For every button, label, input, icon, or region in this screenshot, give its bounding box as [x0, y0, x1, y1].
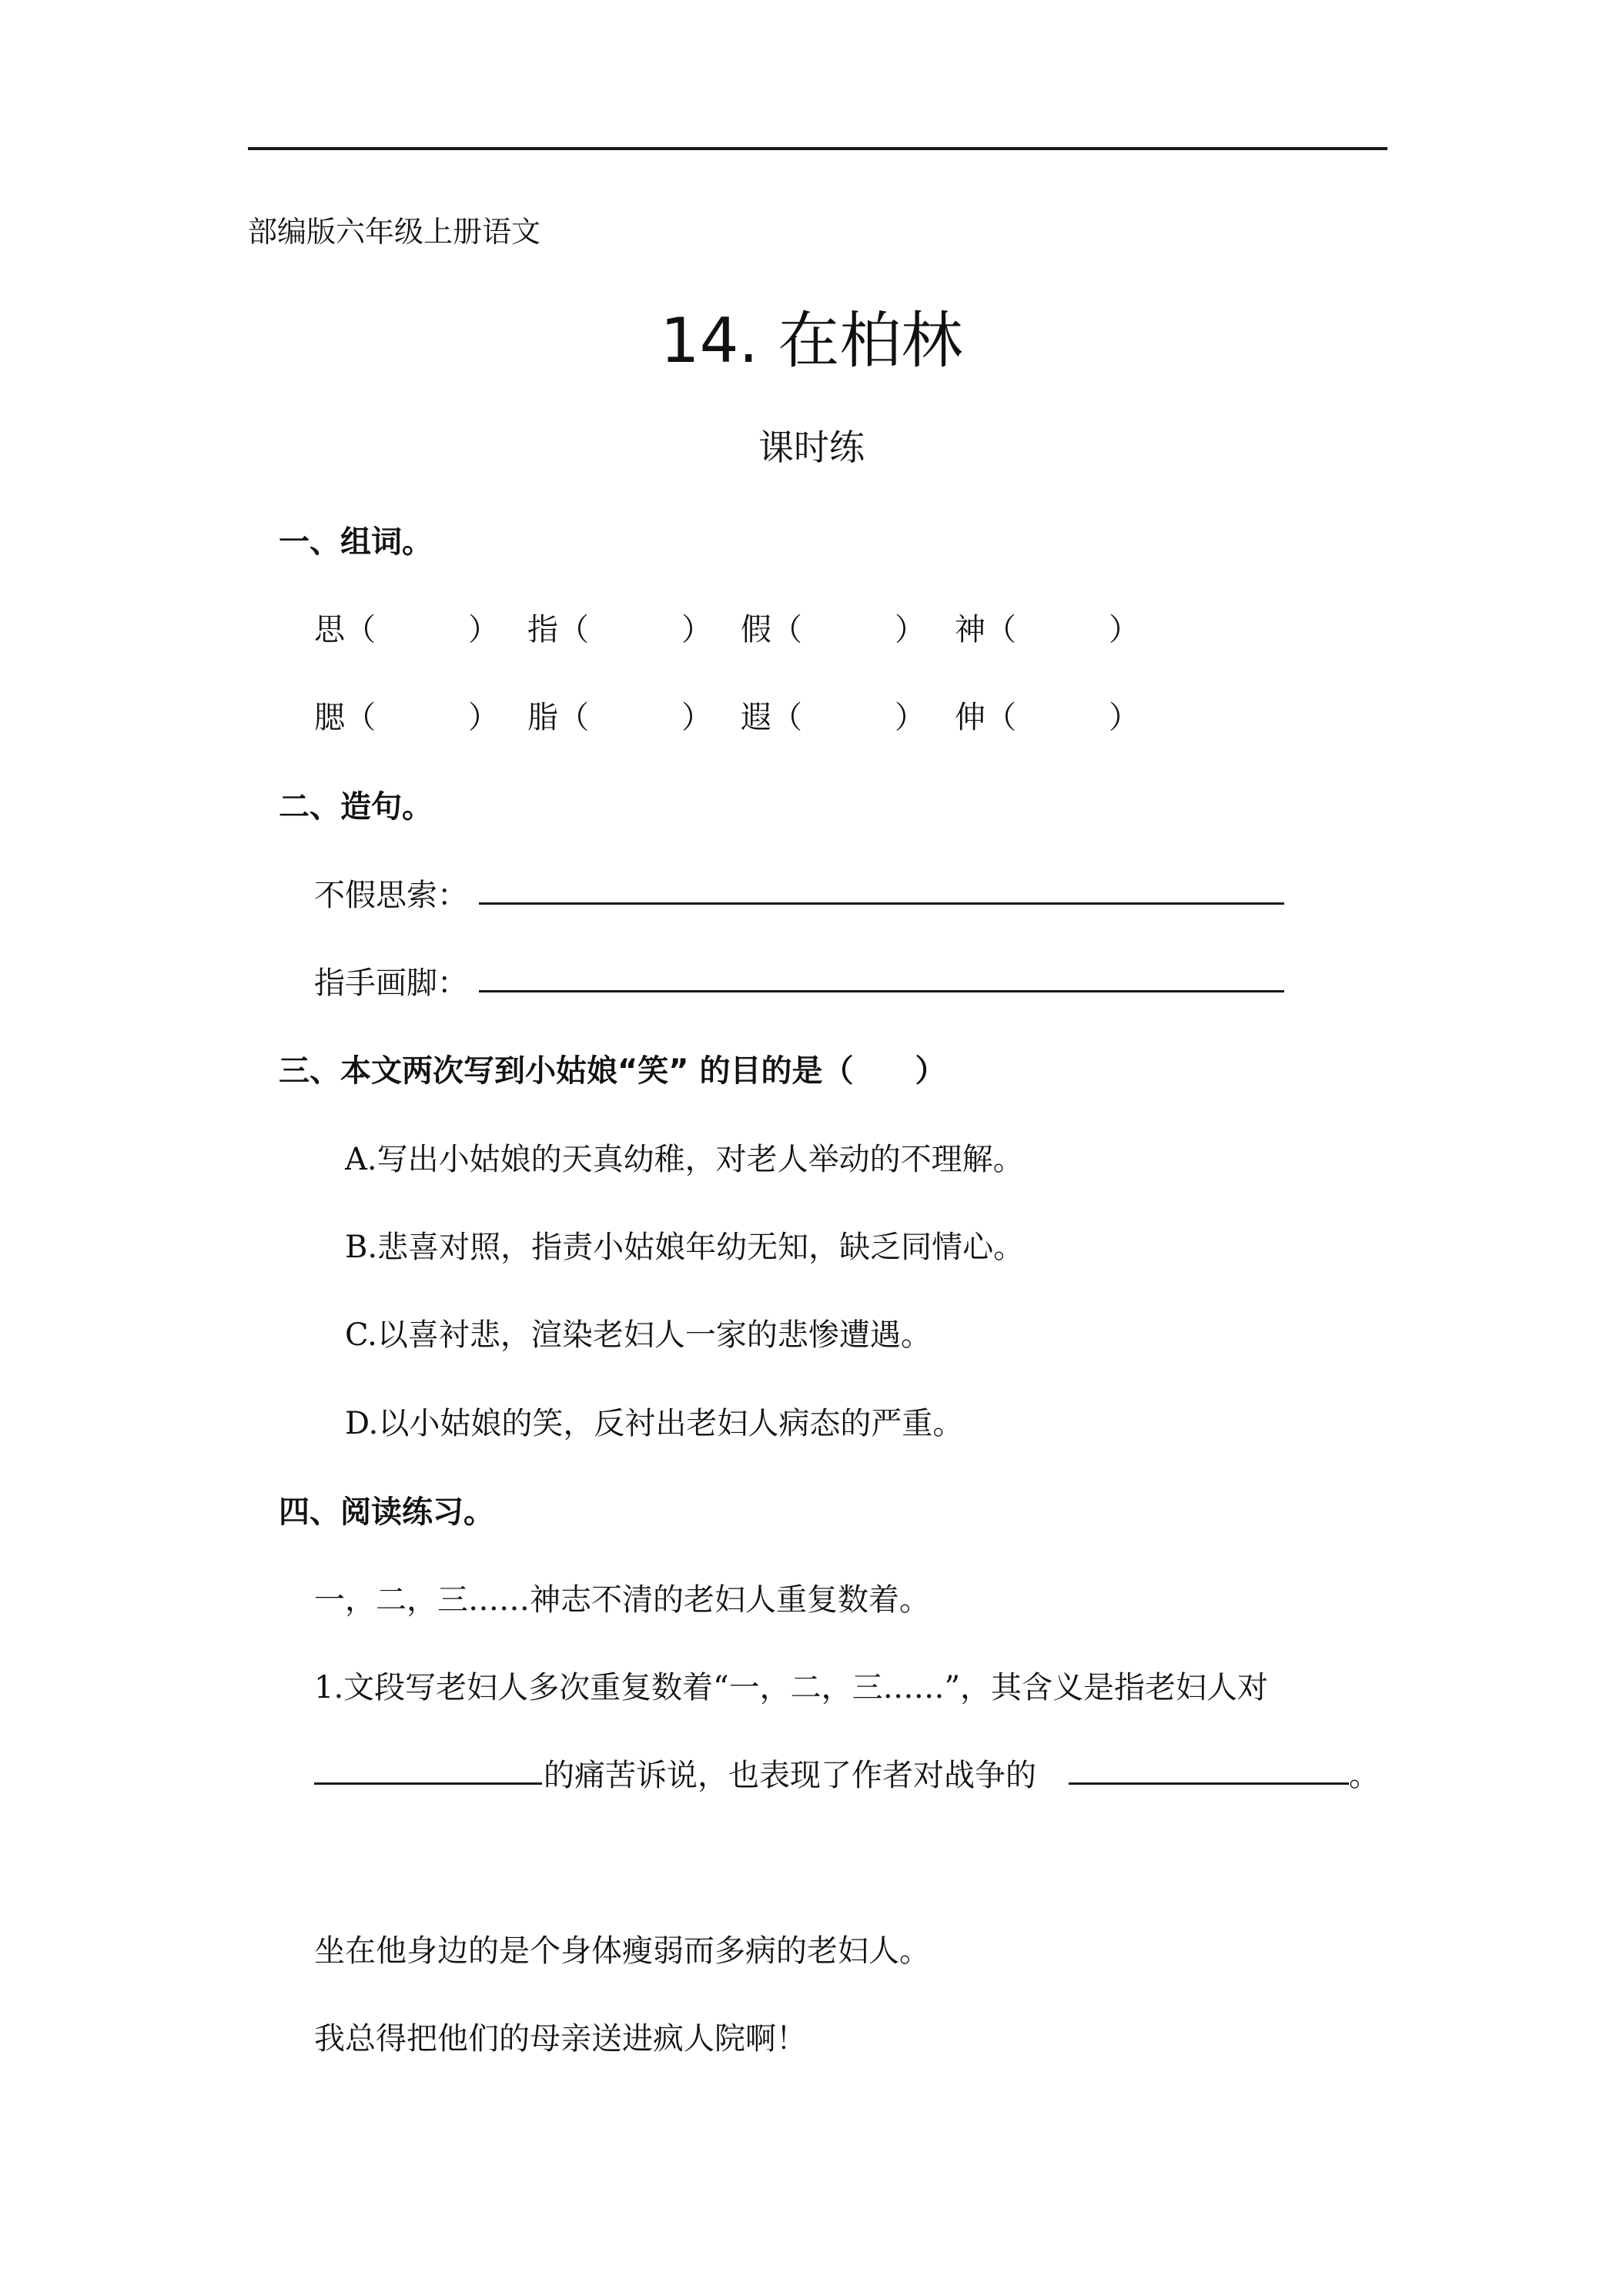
header-text: 部编版六年级上册语文: [248, 215, 541, 249]
word-item: 腮（ ）: [314, 700, 499, 735]
word-item: 指（ ）: [527, 612, 712, 648]
reading-line-a: 坐在他身边的是个身体瘦弱而多病的老妇人。: [314, 1933, 930, 1969]
question-1-line-1: 1.文段写老妇人多次重复数着“一，二，三……”，其含义是指老妇人对: [314, 1670, 1269, 1705]
section-4-heading: 四、阅读练习。: [279, 1494, 494, 1530]
section-1-heading: 一、组词。: [279, 524, 433, 560]
option-a: A.写出小姑娘的天真幼稚，对老人举动的不理解。: [345, 1142, 1024, 1177]
word-item: 遐（ ）: [741, 700, 925, 735]
word-item: 思（ ）: [314, 612, 499, 648]
word-item: 假（ ）: [741, 612, 925, 648]
question-1-end: 。: [1349, 1758, 1380, 1793]
word-item: 神（ ）: [955, 612, 1139, 648]
answer-blank-1[interactable]: [314, 1782, 542, 1785]
reading-quote: 一，二，三……神志不清的老妇人重复数着。: [314, 1582, 930, 1618]
question-1-line-2: 的痛苦诉说，也表现了作者对战争的: [544, 1758, 1036, 1793]
page-subtitle: 课时练: [758, 427, 865, 468]
section-3-heading: 三、本文两次写到小姑娘“笑” 的目的是（ ）: [279, 1053, 946, 1089]
option-b: B.悲喜对照，指责小姑娘年幼无知，缺乏同情心。: [345, 1230, 1025, 1265]
word-item: 伸（ ）: [955, 700, 1139, 735]
answer-line-2[interactable]: [479, 990, 1284, 992]
reading-line-b: 我总得把他们的母亲送进疯人院啊！: [314, 2021, 807, 2057]
header-rule: [248, 147, 1387, 150]
answer-line-1[interactable]: [479, 902, 1284, 905]
sentence-prompt-2: 指手画脚：: [314, 966, 468, 1001]
option-d: D.以小姑娘的笑，反衬出老妇人病态的严重。: [345, 1406, 964, 1441]
word-item: 脂（ ）: [527, 700, 712, 735]
option-c: C.以喜衬悲，渲染老妇人一家的悲惨遭遇。: [345, 1317, 932, 1353]
sentence-prompt-1: 不假思索：: [314, 878, 468, 913]
answer-blank-2[interactable]: [1069, 1782, 1349, 1785]
section-2-heading: 二、造句。: [279, 789, 433, 825]
page-title: 14. 在柏林: [660, 305, 963, 377]
